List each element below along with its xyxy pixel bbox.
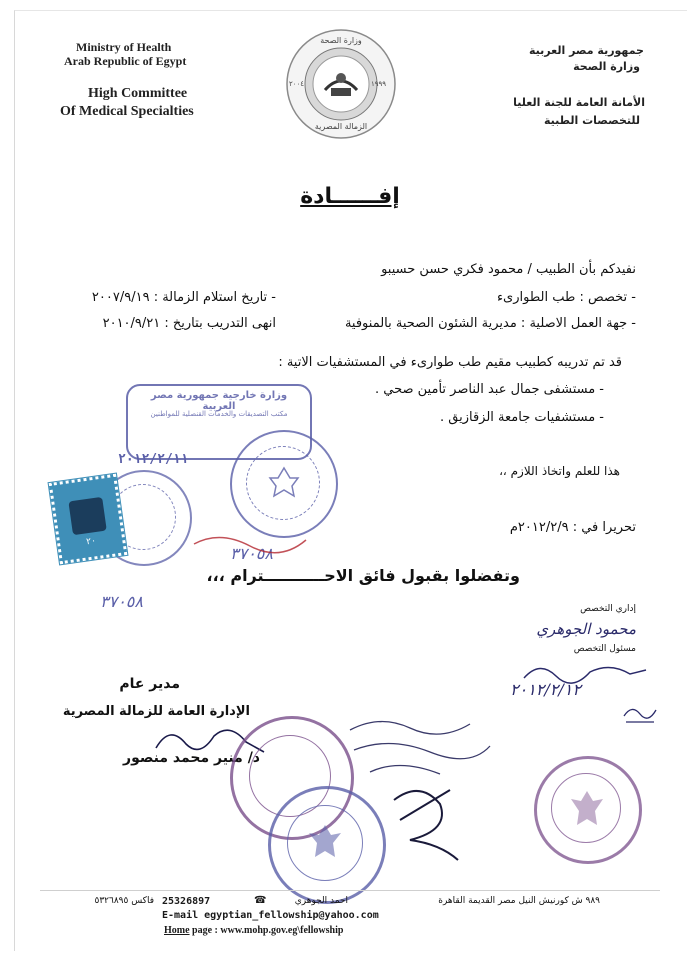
- line-specialty: - تخصص : طب الطوارىء: [496, 290, 636, 305]
- header-ar-ministry: وزارة الصحة: [573, 60, 640, 73]
- logo-bottom-text: الزمالة المصرية: [314, 122, 368, 131]
- stamp-title: وزارة خارجية جمهورية مصر العربية: [150, 390, 288, 412]
- logo-year-right: ١٩٩٩: [371, 80, 387, 88]
- footer-address: ٩٨٩ ش كورنيش النيل مصر القديمة القاهرة: [438, 896, 600, 906]
- logo-top-text: وزارة الصحة: [320, 36, 362, 45]
- director-dept: الإدارة العامة للزمالة المصرية: [62, 704, 250, 719]
- header-en-country: Arab Republic of Egypt: [64, 54, 187, 68]
- revenue-stamp: [49, 474, 128, 565]
- handwritten-number: ٣٧٠٥٨: [230, 544, 273, 563]
- line-date: تحريرا في : ٢٠١٢/٢/٩م: [509, 520, 636, 535]
- line-closing: وتفضلوا بقبول فائق الاحـــــــــــترام ،،،: [206, 566, 520, 585]
- document-title: إفــــــادة: [300, 184, 400, 209]
- line-intro: نفيدكم بأن الطبيب / محمود فكري حسن حسيبو: [381, 262, 636, 277]
- red-ink-mark: [190, 520, 310, 560]
- header-ar-country: جمهورية مصر العربية: [529, 44, 644, 57]
- line-start-date: - تاريخ استلام الزمالة : ٢٠٠٧/٩/١٩: [91, 290, 276, 305]
- purple-seal-2: [534, 756, 642, 864]
- fellowship-logo: [285, 28, 397, 140]
- header-ar-secretariat: الأمانة العامة للجنة العليا: [513, 96, 645, 109]
- header-en-ministry: Ministry of Health: [76, 40, 172, 54]
- line-workplace: - جهة العمل الاصلية : مديرية الشئون الصحية بالمنوفية: [344, 316, 636, 331]
- phone-icon: ☎: [254, 895, 267, 906]
- small-scribble: [620, 700, 660, 728]
- footer-home-label[interactable]: Home: [164, 925, 190, 936]
- hospital-2: - مستشفيات جامعة الزقازيق .: [440, 410, 604, 425]
- footer-fax: فاكس ٥٣٢٦٨٩٥: [94, 896, 154, 906]
- line-end-date: انهى التدريب بتاريخ : ٢٠١٠/٩/٢١: [102, 316, 276, 331]
- responsible-date: ٢٠١٢/٢/١٢: [510, 680, 581, 699]
- header-en-specialties: Of Medical Specialties: [60, 104, 194, 119]
- header-en-committee: High Committee: [88, 86, 188, 101]
- line-notice: هذا للعلم واتخاذ اللازم ،،: [499, 464, 620, 478]
- footer-email[interactable]: E-mail egyptian_fellowship@yahoo.com: [162, 910, 379, 921]
- admin-label: إداري التخصص: [580, 604, 636, 614]
- blue-seal-eagle: [268, 786, 386, 904]
- big-handwritten-mark: [380, 770, 470, 870]
- director-title: مدير عام: [119, 676, 180, 692]
- stamp-subtitle: مكتب التصديقات والخدمات القنصلية للمواطنين: [150, 410, 288, 418]
- hospital-1: - مستشفى جمال عبد الناصر تأمين صحي .: [375, 382, 604, 397]
- footer-home-url[interactable]: page : www.mohp.gov.eg\fellowship: [189, 925, 344, 936]
- handwritten-number-2: ٣٧٠٥٨: [100, 592, 143, 611]
- responsible-label: مسئول التخصص: [573, 644, 636, 654]
- footer-home[interactable]: [164, 925, 343, 936]
- admin-signature: محمود الجوهري: [536, 620, 636, 638]
- director-name: د/ منير محمد منصور: [123, 750, 260, 766]
- footer-rule: [40, 890, 660, 891]
- line-trained: قد تم تدريبه كطبيب مقيم طب طوارىء في المستشفيات الاتية :: [278, 355, 622, 370]
- footer-phone: 25326897: [162, 896, 211, 907]
- stamp-number: ٢٠١٢/٢/١١: [118, 452, 189, 467]
- logo-year-left: ٢٠٠٤: [289, 80, 305, 88]
- revenue-stamp-value: ٢٠: [85, 536, 97, 548]
- footer-contact-name: احمد الجوهري: [294, 896, 348, 906]
- header-ar-specialties: للتخصصات الطبية: [544, 114, 640, 127]
